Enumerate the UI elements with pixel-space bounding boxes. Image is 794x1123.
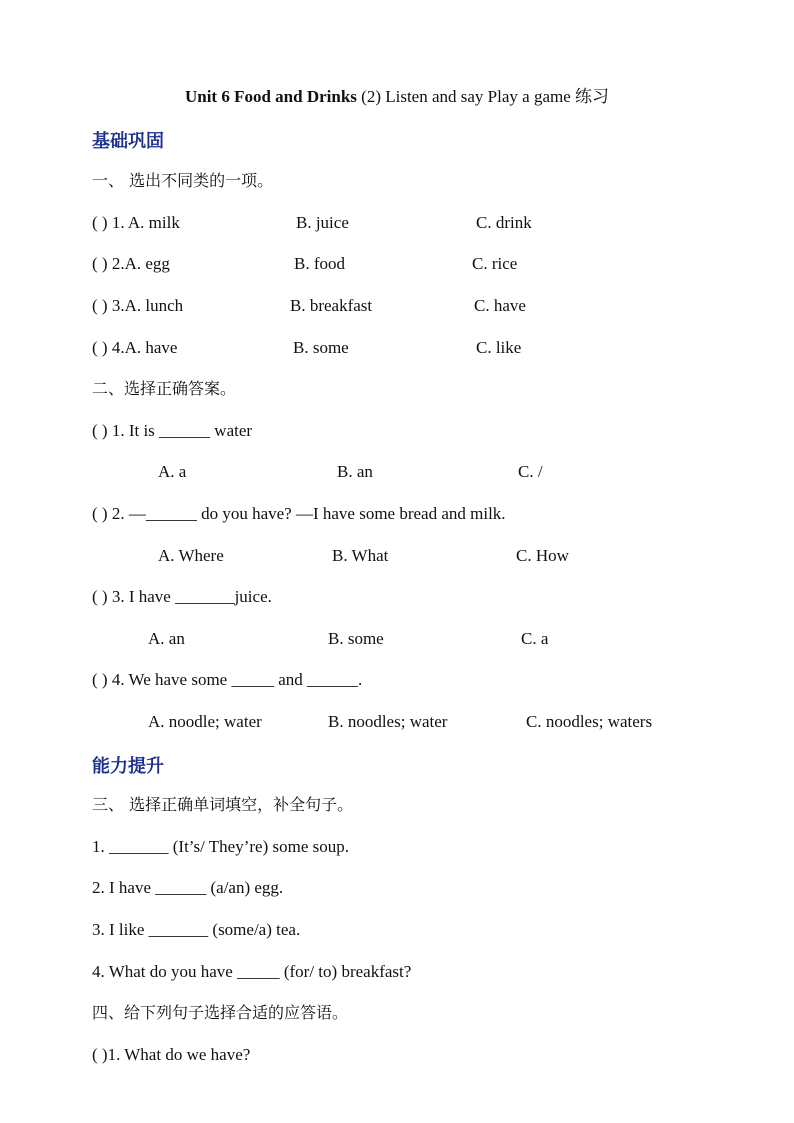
p3-item-1: 1. _______ (It’s/ They’re) some soup.: [92, 837, 350, 856]
p2-q4-stem: ( ) 4. We have some _____ and ______.: [92, 670, 363, 689]
p1-q4-option-b: B. some: [293, 338, 349, 357]
p2-q3-stem: ( ) 3. I have _______juice.: [92, 587, 272, 606]
p1-q1-option-c: C. drink: [476, 213, 532, 232]
p1-q4-option-c: C. like: [476, 338, 522, 357]
p2-q2-option-b: B. What: [332, 546, 389, 565]
part2-instruction: 二、选择正确答案。: [92, 379, 237, 398]
p1-q3-option-c: C. have: [474, 296, 526, 315]
p2-q1-option-c: C. /: [518, 462, 543, 481]
p3-item-3: 3. I like _______ (some/a) tea.: [92, 920, 301, 939]
part4-instruction: 四、给下列句子选择合适的应答语。: [92, 1003, 349, 1022]
p3-item-2: 2. I have ______ (a/an) egg.: [92, 878, 284, 897]
title-bold: Unit 6 Food and Drinks: [184, 87, 357, 106]
p3-item-4: 4. What do you have _____ (for/ to) breakfast?: [92, 962, 412, 981]
p2-q4-option-a: A. noodle; water: [148, 712, 262, 731]
p2-q1-option-b: B. an: [337, 462, 373, 481]
p4-item-1: ( )1. What do we have?: [92, 1045, 251, 1064]
p2-q3-option-a: A. an: [148, 629, 185, 648]
p1-q2-stem: ( ) 2.A. egg: [92, 254, 170, 273]
p2-q4-option-c: C. noodles; waters: [526, 712, 653, 731]
p1-q2-option-c: C. rice: [472, 254, 518, 273]
p2-q2-stem: ( ) 2. —______ do you have? —I have some bread and milk.: [92, 504, 506, 523]
p2-q2-option-a: A. Where: [158, 546, 224, 565]
p1-q1-stem: ( ) 1. A. milk: [92, 213, 180, 232]
p1-q2-option-b: B. food: [294, 254, 345, 273]
p1-q3-stem: ( ) 3.A. lunch: [92, 296, 184, 315]
p1-q3-option-b: B. breakfast: [290, 296, 373, 315]
p1-q1-option-b: B. juice: [296, 213, 349, 232]
part3-instruction: 三、 选择正确单词填空，补全句子。: [92, 795, 354, 814]
p1-q4-stem: ( ) 4.A. have: [92, 338, 178, 357]
p2-q4-option-b: B. noodles; water: [328, 712, 448, 731]
page-title: [0, 86, 794, 108]
title-rest: (2) Listen and say Play a game 练习: [356, 87, 610, 106]
part1-instruction: 一、 选出不同类的一项。: [92, 171, 274, 190]
p2-q1-stem: ( ) 1. It is ______ water: [92, 421, 253, 440]
section-heading-advanced: 能力提升: [92, 756, 164, 777]
p2-q1-option-a: A. a: [158, 462, 187, 481]
p2-q2-option-c: C. How: [516, 546, 569, 565]
p2-q3-option-c: C. a: [521, 629, 549, 648]
section-heading-basic: 基础巩固: [92, 131, 164, 152]
p2-q3-option-b: B. some: [328, 629, 384, 648]
